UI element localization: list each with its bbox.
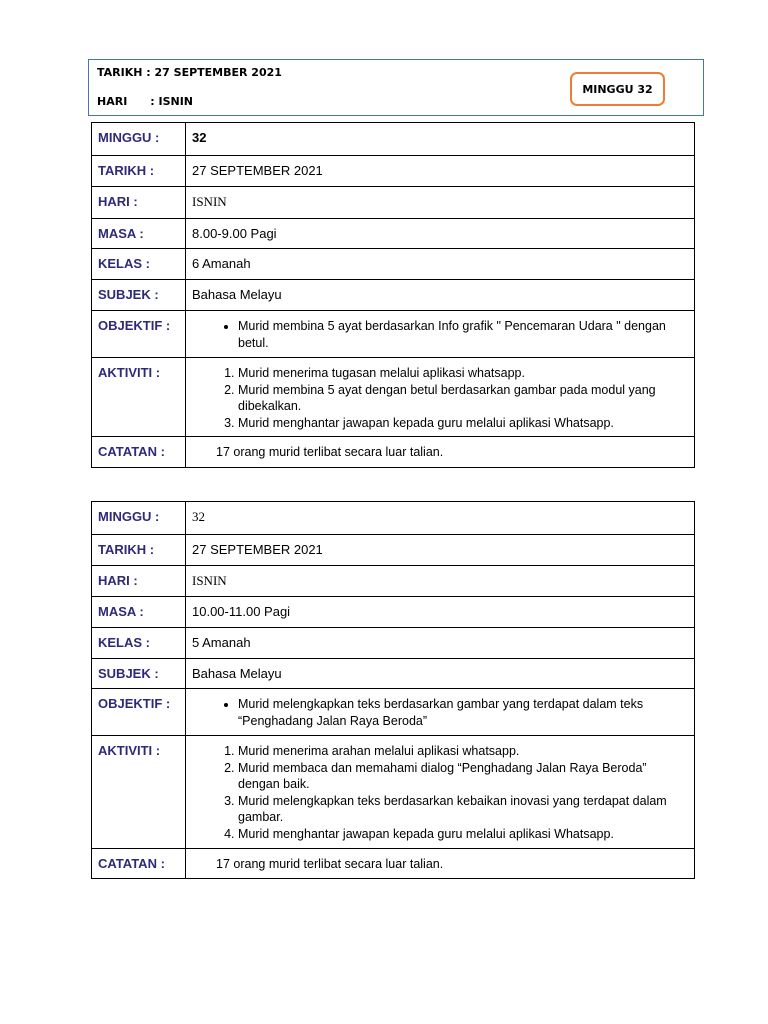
label-subjek: SUBJEK : <box>92 659 186 689</box>
table-row <box>92 187 695 219</box>
table-row <box>92 219 695 249</box>
list-item: 2. Murid membaca dan memahami dialog “Penghadang Jalan Raya Beroda” dengan baik. <box>238 760 688 793</box>
label-objektif: OBJEKTIF : <box>92 311 186 358</box>
label-subjek: SUBJEK : <box>92 280 186 311</box>
value-catatan: 17 orang murid terlibat secara luar talian. <box>216 445 444 459</box>
value-tarikh: 27 SEPTEMBER 2021 <box>186 156 695 187</box>
table-row <box>92 566 695 597</box>
table-row <box>92 280 695 311</box>
table-row <box>92 849 695 879</box>
value-subjek: Bahasa Melayu <box>186 280 695 311</box>
list-item: 3. Murid menghantar jawapan kepada guru melalui aplikasi Whatsapp. <box>238 415 688 432</box>
label-catatan: CATATAN : <box>92 437 186 468</box>
value-masa: 10.00-11.00 Pagi <box>186 597 695 628</box>
label-catatan: CATATAN : <box>92 849 186 879</box>
list-item: 4. Murid menghantar jawapan kepada guru melalui aplikasi Whatsapp. <box>238 826 688 843</box>
value-hari: ISNIN <box>186 566 695 597</box>
table-row <box>92 358 695 437</box>
table-row <box>92 437 695 468</box>
objektif-list <box>192 318 688 351</box>
table-row <box>92 156 695 187</box>
header-date: TARIKH : 27 SEPTEMBER 2021 <box>97 66 282 79</box>
label-tarikh: TARIKH : <box>92 156 186 187</box>
list-item: 2. Murid membina 5 ayat dengan betul berdasarkan gambar pada modul yang dibekalkan. <box>238 382 688 415</box>
table-row <box>92 628 695 659</box>
list-item: • Murid melengkapkan teks berdasarkan gambar yang terdapat dalam teks “Penghadang Jalan Raya Beroda” <box>238 696 688 729</box>
table-row <box>92 689 695 736</box>
label-hari: HARI : <box>92 187 186 219</box>
value-tarikh: 27 SEPTEMBER 2021 <box>186 535 695 566</box>
table-row <box>92 249 695 280</box>
aktiviti-list <box>192 743 688 842</box>
aktiviti-list <box>192 365 688 431</box>
label-tarikh: TARIKH : <box>92 535 186 566</box>
value-catatan: 17 orang murid terlibat secara luar talian. <box>216 857 444 871</box>
label-minggu: MINGGU : <box>92 502 186 535</box>
objektif-list <box>192 696 688 729</box>
label-aktiviti: AKTIVITI : <box>92 736 186 849</box>
label-minggu: MINGGU : <box>92 123 186 156</box>
table-row <box>92 502 695 535</box>
header-day: HARI : ISNIN <box>97 95 194 108</box>
document-header <box>88 59 704 116</box>
table-row <box>92 597 695 628</box>
lesson-plan-table-1 <box>91 122 695 468</box>
label-masa: MASA : <box>92 597 186 628</box>
value-masa: 8.00-9.00 Pagi <box>186 219 695 249</box>
label-objektif: OBJEKTIF : <box>92 689 186 736</box>
list-item: 1. Murid menerima arahan melalui aplikasi whatsapp. <box>238 743 688 760</box>
lesson-plan-table-2 <box>91 501 695 879</box>
list-item: 1. Murid menerima tugasan melalui aplikasi whatsapp. <box>238 365 688 382</box>
table-row <box>92 311 695 358</box>
value-kelas: 6 Amanah <box>186 249 695 280</box>
label-hari: HARI : <box>92 566 186 597</box>
value-kelas: 5 Amanah <box>186 628 695 659</box>
value-hari: ISNIN <box>186 187 695 219</box>
list-item: 3. Murid melengkapkan teks berdasarkan kebaikan inovasi yang terdapat dalam gambar. <box>238 793 688 826</box>
table-row <box>92 535 695 566</box>
value-minggu: 32 <box>186 502 695 535</box>
table-row <box>92 123 695 156</box>
table-row <box>92 736 695 849</box>
label-aktiviti: AKTIVITI : <box>92 358 186 437</box>
label-masa: MASA : <box>92 219 186 249</box>
value-minggu: 32 <box>186 123 695 156</box>
list-item: • Murid membina 5 ayat berdasarkan Info grafik " Pencemaran Udara " dengan betul. <box>238 318 688 351</box>
label-kelas: KELAS : <box>92 249 186 280</box>
label-kelas: KELAS : <box>92 628 186 659</box>
table-row <box>92 659 695 689</box>
value-subjek: Bahasa Melayu <box>186 659 695 689</box>
week-badge: MINGGU 32 <box>570 72 665 106</box>
